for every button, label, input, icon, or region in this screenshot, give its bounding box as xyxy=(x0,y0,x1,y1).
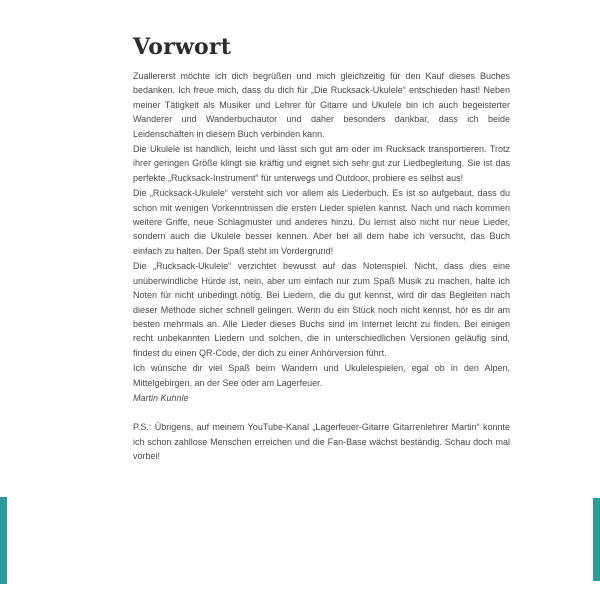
author-signature: Martin Kuhnle xyxy=(133,392,189,403)
paragraph-wishes: Ich wünsche dir viel Spaß beim Wandern und Ukulelespielen, egal ob in den Alpen, Mittelgebirgen, an der See oder am Lagerfeuer. xyxy=(133,363,510,388)
paragraph-ukulele-portability: Die Ukulele ist handlich, leicht und lässt sich gut am oder im Rucksack transportieren. Trotz ihrer geringen Größe klingt sie kräftig und eignet sich sehr gut zur Liedbegleitung. Sie ist das perfekte „Rucksack-Instrument“ für unterwegs und Outdoor, probiere es selbst aus! xyxy=(133,144,510,183)
paragraph-welcome: Zuallererst möchte ich dich begrüßen und mich gleichzeitig für den Kauf dieses Buches bedanken. Ich freue mich, dass du dich für „Die Rucksack-Ukulele“ entschieden hast! Neben meiner Tätigkeit als Musiker und Lehrer für Gitarre und Ukulele bin ich auch begeisterter Wanderer und Wanderbuchautor und daher besonders dankbar, dass ich beide Leidenschaften in diesem Buch verbinden kann. xyxy=(133,71,510,139)
page-edge-accent-right xyxy=(593,498,600,581)
paragraph-songbook-concept: Die „Rucksack-Ukulele“ versteht sich vor allem als Liederbuch. Es ist so aufgebaut, dass du schon mit wenigen Vorkenntnissen die ersten Lieder spielen kannst. Nach und nach kommen weitere Griffe, neue Schlagmuster und anderes hinzu. Du lernst also nicht nur neue Lieder, sondern auch die Ukulele besser kennen. Aber bei all dem habe ich versucht, das Buch einfach zu halten. Der Spaß steht im Vordergrund! xyxy=(133,188,510,256)
paragraph-no-notation: Die „Rucksack-Ukulele“ verzichtet bewusst auf das Notenspiel. Nicht, dass dies eine unüberwindliche Hürde ist, nein, aber um einfach nur zum Spaß Musik zu machen, halte ich Noten für nicht unbedingt nötig. Bei Liedern, die du gut kennst, wird dir das Begleiten nach dieser Methode sicher schnell gelingen. Wenn du ein Stück noch nicht kennst, hör es dir am besten mehrmals an. Alle Lieder dieses Buchs sind im Internet leicht zu finden. Bei einigen recht unbekannten Liedern und solchen, die in unterschiedlichen Versionen geläufig sind, findest du einen QR-Code, der dich zu einer Anhörversion führt. xyxy=(133,261,510,358)
page-edge-accent-left xyxy=(0,497,7,584)
foreword-body xyxy=(133,69,510,464)
postscript-note: P.S.: Übrigens, auf meinem YouTube-Kanal „Lagerfeuer-Gitarre Gitarrenlehrer Martin“ konnte ich schon zahllose Menschen erreichen und die Fan-Base wächst beständig. Schau doch mal vorbei! xyxy=(133,422,510,462)
foreword-content xyxy=(133,36,510,465)
page-title: Vorwort xyxy=(133,34,232,60)
